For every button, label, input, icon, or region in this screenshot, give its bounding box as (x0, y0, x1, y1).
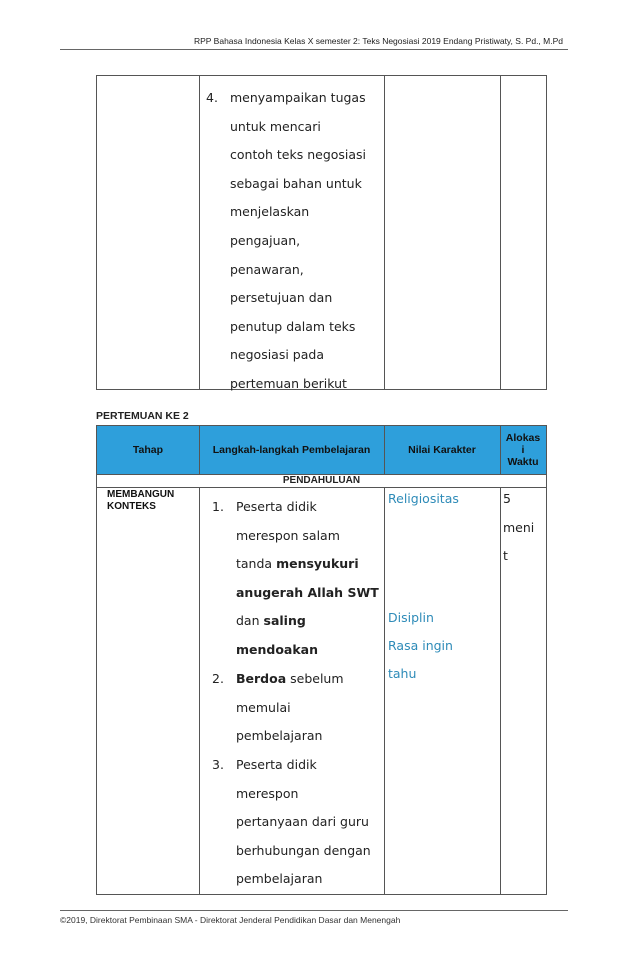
list-line: negosiasi pada (230, 347, 324, 363)
header-alokasi-line: i (521, 444, 525, 456)
list-item (212, 751, 392, 894)
time-line: meni (503, 519, 535, 535)
header-rule (60, 49, 568, 50)
list-line: anugerah Allah SWT (236, 584, 379, 600)
list-line: contoh teks negosiasi (230, 147, 367, 163)
character-value: tahu (388, 666, 417, 681)
list-line: pengajuan, (230, 232, 301, 248)
list-line: pertanyaan dari guru (236, 814, 369, 830)
header-alokasi-line: Waktu (507, 456, 539, 468)
header-alokasi (500, 426, 546, 474)
list-text-bold: mensyukuri (276, 556, 359, 572)
list-line: persetujuan dan (230, 290, 333, 306)
time-allocation (503, 485, 534, 571)
list-item (206, 84, 386, 399)
stage-label (107, 489, 174, 513)
list-line: menyampaikan tugas (230, 90, 366, 105)
list-text-bold: Berdoa (236, 671, 287, 686)
list-number: 1. (212, 499, 224, 514)
list-text-bold: saling (263, 613, 306, 629)
list-line: penawaran, (230, 261, 304, 277)
list-line: untuk mencari (230, 118, 321, 134)
table-column-divider (199, 76, 200, 389)
character-value: Religiositas (388, 491, 459, 506)
list-line: Peserta didik (236, 757, 317, 772)
header-nilai: Nilai Karakter (408, 444, 476, 456)
stage-line: KONTEKS (107, 501, 156, 512)
list-text: dan (236, 613, 260, 629)
list-item (212, 665, 392, 751)
header-langkah: Langkah-langkah Pembelajaran (212, 444, 371, 456)
list-line: mendoakan (236, 641, 319, 657)
list-line: menjelaskan (230, 204, 310, 220)
subheader-pendahuluan: PENDAHULUAN (97, 474, 546, 488)
list-number: 4. (206, 90, 218, 105)
time-line: 5 (503, 491, 511, 506)
list-line: Peserta didik (236, 499, 317, 514)
list-line (236, 550, 392, 579)
list-line (236, 607, 392, 636)
page-header: RPP Bahasa Indonesia Kelas X semester 2: Teks Negosiasi 2019 Endang Pristiwaty, S. Pd., M.Pd (193, 36, 563, 46)
list-line: merespon (236, 785, 299, 801)
section-title: PERTEMUAN KE 2 (96, 410, 189, 422)
list-line: merespon salam (236, 527, 340, 543)
list-item (212, 493, 392, 665)
stage-line: MEMBANGUN (107, 489, 175, 500)
list-line: berhubungan dengan (236, 842, 371, 858)
table-column-divider (199, 487, 200, 894)
page-footer: ©2019, Direktorat Pembinaan SMA - Direktorat Jenderal Pendidikan Dasar dan Menengah (60, 915, 401, 925)
list-line: sebagai bahan untuk (230, 175, 362, 191)
character-value: Rasa ingin (388, 638, 453, 653)
header-alokasi-line: Alokas (505, 432, 541, 444)
list-line: pertemuan berikut (230, 375, 347, 391)
list-text: tanda (236, 556, 273, 572)
list-line: memulai (236, 699, 291, 715)
header-tahap: Tahap (132, 444, 164, 456)
time-line: t (503, 548, 508, 564)
table-column-divider (500, 76, 501, 389)
list-text: sebelum (290, 671, 344, 686)
table-column-divider (500, 487, 501, 894)
list-number: 3. (212, 757, 224, 772)
list-number: 2. (212, 671, 224, 686)
list-line: pembelajaran (236, 871, 323, 887)
list-line: pembelajaran (236, 728, 323, 744)
list-line: penutup dalam teks (230, 318, 356, 334)
character-value: Disiplin (388, 610, 434, 625)
list-line (236, 665, 392, 694)
footer-rule (60, 910, 568, 911)
